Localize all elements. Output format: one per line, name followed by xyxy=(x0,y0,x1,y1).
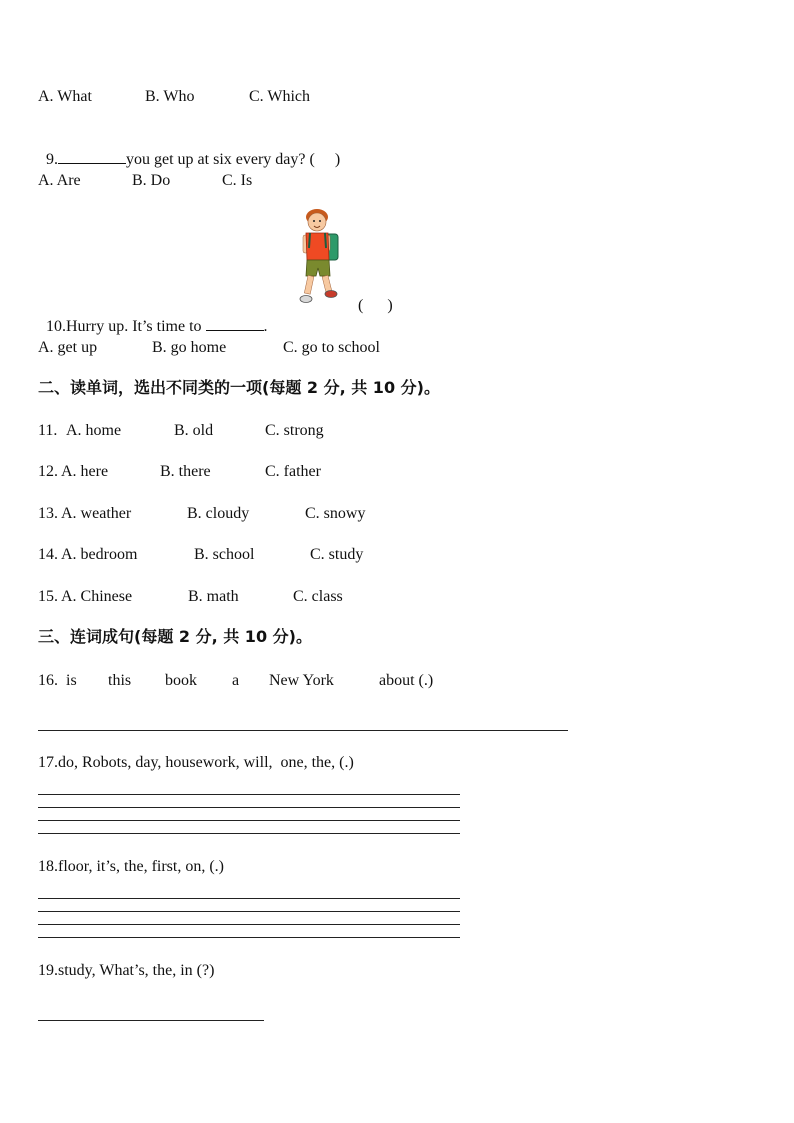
q9-options xyxy=(38,171,253,251)
q16-word-2: this xyxy=(108,672,132,689)
q15-option-a[interactable]: A. Chinese xyxy=(61,588,133,605)
q19-question: 19.study, What’s, the, in (?) xyxy=(38,962,215,979)
q16-answer-line[interactable] xyxy=(38,730,568,731)
q9-text: you get up at six every day? ( ) xyxy=(126,151,341,168)
q11-option-a[interactable]: A. home xyxy=(66,422,122,439)
q16-word-1: is xyxy=(66,672,77,689)
q10-text-before: Hurry up. It’s time to xyxy=(66,318,206,335)
q14-number: 14. xyxy=(38,546,58,563)
q16-word-5: New York xyxy=(269,672,334,689)
q13-number: 13. xyxy=(38,505,58,522)
q10-option-c[interactable]: C. go to school xyxy=(283,339,380,356)
q12-option-c[interactable]: C. father xyxy=(265,463,321,480)
q18-writing-guide-line xyxy=(38,924,460,925)
q12-option-a[interactable]: A. here xyxy=(61,463,109,480)
q13-option-c[interactable]: C. snowy xyxy=(305,505,366,522)
q11-option-c[interactable]: C. strong xyxy=(265,422,324,439)
q10-answer-paren[interactable]: ( ) xyxy=(358,297,393,314)
q18-answer-line[interactable] xyxy=(38,898,460,899)
section3-heading: 三、连词成句(每题 2 分, 共 10 分)。 xyxy=(38,627,312,646)
q10-option-a[interactable]: A. get up xyxy=(38,339,98,356)
q8-option-c[interactable]: C. Which xyxy=(249,88,311,105)
q9-option-c[interactable]: C. Is xyxy=(222,172,253,189)
q18-question: 18.floor, it’s, the, first, on, (.) xyxy=(38,858,224,875)
boy-with-backpack-walking-icon xyxy=(296,208,344,308)
q18-writing-guide-line xyxy=(38,937,460,938)
q9-number: 9. xyxy=(46,151,58,168)
q11-number: 11. xyxy=(38,422,62,439)
q10-number: 10. xyxy=(46,318,66,335)
q17-answer-line[interactable] xyxy=(38,794,460,795)
q9-answer-blank[interactable] xyxy=(58,149,126,164)
q12-option-b[interactable]: B. there xyxy=(160,463,211,480)
q10-answer-blank[interactable] xyxy=(206,316,264,331)
q8-option-a[interactable]: A. What xyxy=(38,88,92,105)
q16-number: 16. xyxy=(38,672,58,689)
q8-option-b[interactable]: B. Who xyxy=(145,88,195,105)
q18-writing-guide-line xyxy=(38,911,460,912)
q16-word-3: book xyxy=(165,672,197,689)
q9-option-a[interactable]: A. Are xyxy=(38,172,81,189)
q14-option-b[interactable]: B. school xyxy=(194,546,255,563)
q15-number: 15. xyxy=(38,588,58,605)
q14-option-a[interactable]: A. bedroom xyxy=(61,546,138,563)
q16-word-6: about (.) xyxy=(379,672,434,689)
q19-answer-line[interactable] xyxy=(38,1020,264,1021)
q9-option-b[interactable]: B. Do xyxy=(132,172,171,189)
q15-option-c[interactable]: C. class xyxy=(293,588,343,605)
q15-option-b[interactable]: B. math xyxy=(188,588,239,605)
q10-option-b[interactable]: B. go home xyxy=(152,339,227,356)
q14-option-c[interactable]: C. study xyxy=(310,546,364,563)
q17-question: 17.do, Robots, day, housework, will, one, the, (.) xyxy=(38,754,354,771)
q9-question xyxy=(38,129,340,170)
q17-writing-guide-line xyxy=(38,833,460,834)
q13-option-a[interactable]: A. weather xyxy=(61,505,132,522)
q11-option-b[interactable]: B. old xyxy=(174,422,214,439)
section2-heading: 二、读单词，选出不同类的一项(每题 2 分, 共 10 分)。 xyxy=(38,378,440,397)
q13-option-b[interactable]: B. cloudy xyxy=(187,505,250,522)
q17-writing-guide-line xyxy=(38,820,460,821)
q16-word-4: a xyxy=(232,672,240,689)
q17-writing-guide-line xyxy=(38,807,460,808)
q10-text-after: . xyxy=(263,318,268,335)
q12-number: 12. xyxy=(38,463,58,480)
